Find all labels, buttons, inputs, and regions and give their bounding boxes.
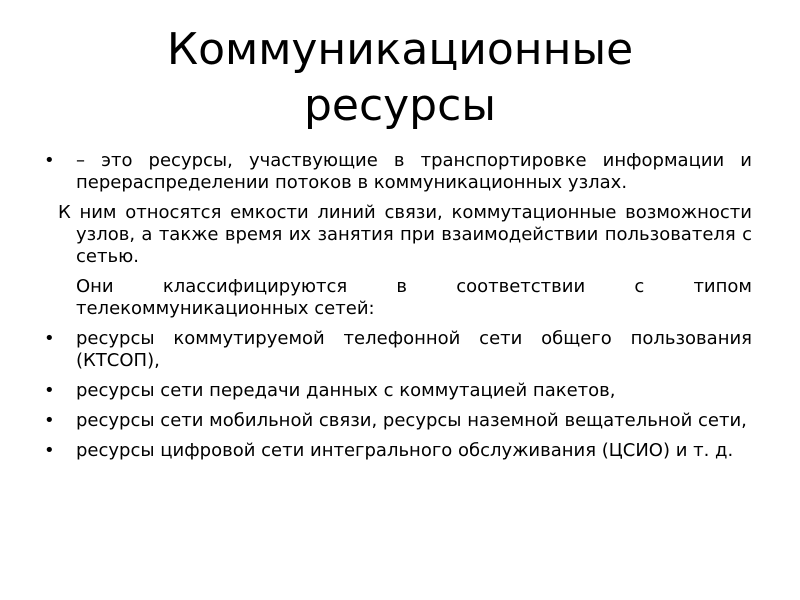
slide-body	[44, 150, 752, 470]
resource-bullet-ktsop: • ресурсы коммутируемой телефонной сети общего пользования (КТСОП),	[44, 328, 752, 372]
slide-title-line-1: Коммуникационные	[166, 24, 634, 75]
capacity-paragraph: К ним относятся емкости линий связи, коммутационные возможности узлов, а также время их занятия при взаимодействии пользователя с сетью.	[58, 202, 752, 267]
slide-title-line-2: ресурсы	[303, 80, 497, 131]
slide-title	[40, 22, 760, 134]
resource-bullet-isdn: • ресурсы цифровой сети интегрального обслуживания (ЦСИО) и т. д.	[44, 440, 752, 462]
classification-paragraph: Они классифицируются в соответствии с типом телекоммуникационных сетей:	[76, 276, 752, 319]
resource-bullet-packet-network: • ресурсы сети передачи данных с коммутацией пакетов,	[44, 380, 752, 402]
resource-bullet-mobile-broadcast: • ресурсы сети мобильной связи, ресурсы наземной вещательной сети,	[44, 410, 752, 432]
definition-bullet: • – это ресурсы, участвующие в транспортировке информации и перераспределении потоков в коммуникационных узлах.	[44, 150, 752, 194]
